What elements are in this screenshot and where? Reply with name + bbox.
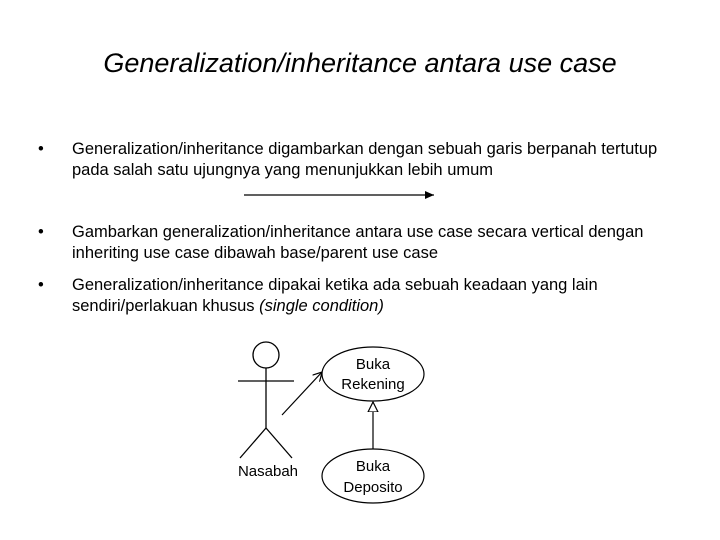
actor-figure bbox=[238, 342, 294, 458]
association-arrow bbox=[282, 372, 322, 415]
bullet-marker: • bbox=[38, 140, 44, 158]
slide-title: Generalization/inheritance antara use case bbox=[103, 48, 617, 78]
bullet-text-3-italic: (single condition) bbox=[259, 297, 384, 315]
usecase-bottom-line1: Buka bbox=[355, 458, 391, 475]
usecase-top-line1: Buka bbox=[355, 356, 391, 373]
bullet-text-2: Gambarkan generalization/inheritance antara use case secara vertical dengan inheriting use case dibawah base/parent use case bbox=[72, 223, 644, 262]
bullet-marker: • bbox=[38, 276, 44, 294]
bullet-text-1: Generalization/inheritance digambarkan dengan sebuah garis berpanah tertutup pada salah satu ujungnya yang menunjukkan lebih umum bbox=[72, 140, 658, 179]
actor-right-leg bbox=[266, 428, 292, 458]
actor-label: Nasabah bbox=[237, 463, 299, 480]
bullet-text-3-main: Generalization/inheritance dipakai ketika ada sebuah keadaan yang lain sendiri/perlakuan khusus bbox=[72, 276, 598, 315]
actor-left-leg bbox=[240, 428, 266, 458]
usecase-top-line2: Rekening bbox=[341, 376, 405, 393]
actor-head bbox=[253, 342, 279, 368]
bullet-marker: • bbox=[38, 223, 44, 241]
usecase-bottom-line2: Deposito bbox=[343, 479, 403, 496]
